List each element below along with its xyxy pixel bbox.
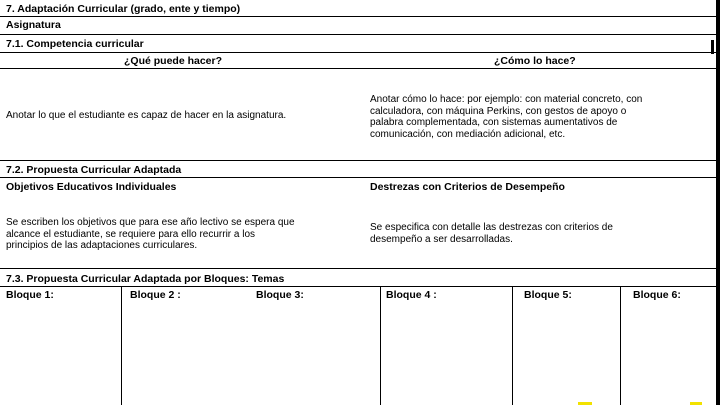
asignatura-label: Asignatura [6,19,61,31]
section-7-1-title: 7.1. Competencia curricular [6,38,144,50]
section-7-2-title: 7.2. Propuesta Curricular Adaptada [6,164,182,176]
divider [0,68,716,69]
text-line: desempeño a ser desarrolladas. [370,233,513,245]
column-divider [380,287,381,405]
text-line: Se especifica con detalle las destrezas con criterios de [370,222,613,233]
objetivos-text [6,217,295,252]
bloque-5-label: Bloque 5: [524,289,572,301]
bloque-6-label: Bloque 6: [633,289,681,301]
bloque-1-label: Bloque 1: [6,289,54,301]
page-edge-mark [711,40,714,54]
que-puede-hacer-header: ¿Qué puede hacer? [124,55,223,67]
divider [0,160,716,161]
divider [0,16,716,17]
objetivos-header: Objetivos Educativos Individuales [6,181,177,193]
divider [0,177,716,178]
text-line: Se escriben los objetivos que para ese año lectivo se espera que [6,217,295,228]
bloque-4-label: Bloque 4 : [386,289,437,301]
text-line: palabra complementada, con sistemas aumentativos de [370,117,618,128]
section-7-3-title: 7.3. Propuesta Curricular Adaptada por Bloques: Temas [6,273,285,285]
text-line: calculadora, con máquina Perkins, con gestos de apoyo o [370,105,627,117]
que-puede-hacer-text: Anotar lo que el estudiante es capaz de hacer en la asignatura. [6,110,287,121]
bloque-3-label: Bloque 3: [256,289,304,301]
destrezas-text [370,222,613,245]
text-line: comunicación, con mediación adicional, etc. [370,128,566,140]
bloque-2-label: Bloque 2 : [130,289,181,301]
column-divider [620,287,621,405]
como-lo-hace-text [370,94,642,140]
page-edge [716,0,720,405]
text-line: Anotar cómo lo hace: por ejemplo: con material concreto, con [370,94,643,105]
divider [0,268,716,269]
section-7-title: 7. Adaptación Curricular (grado, ente y tiempo) [6,3,241,15]
column-divider [512,287,513,405]
como-lo-hace-header: ¿Cómo lo hace? [494,55,576,67]
column-divider [121,287,122,405]
divider [0,34,716,35]
destrezas-header: Destrezas con Criterios de Desempeño [370,181,565,193]
divider [0,52,716,53]
text-line: alcance el estudiante, se requiere para ello recurrir a los [6,228,256,240]
text-line: principios de las adaptaciones curriculares. [6,240,198,251]
divider [0,286,716,287]
